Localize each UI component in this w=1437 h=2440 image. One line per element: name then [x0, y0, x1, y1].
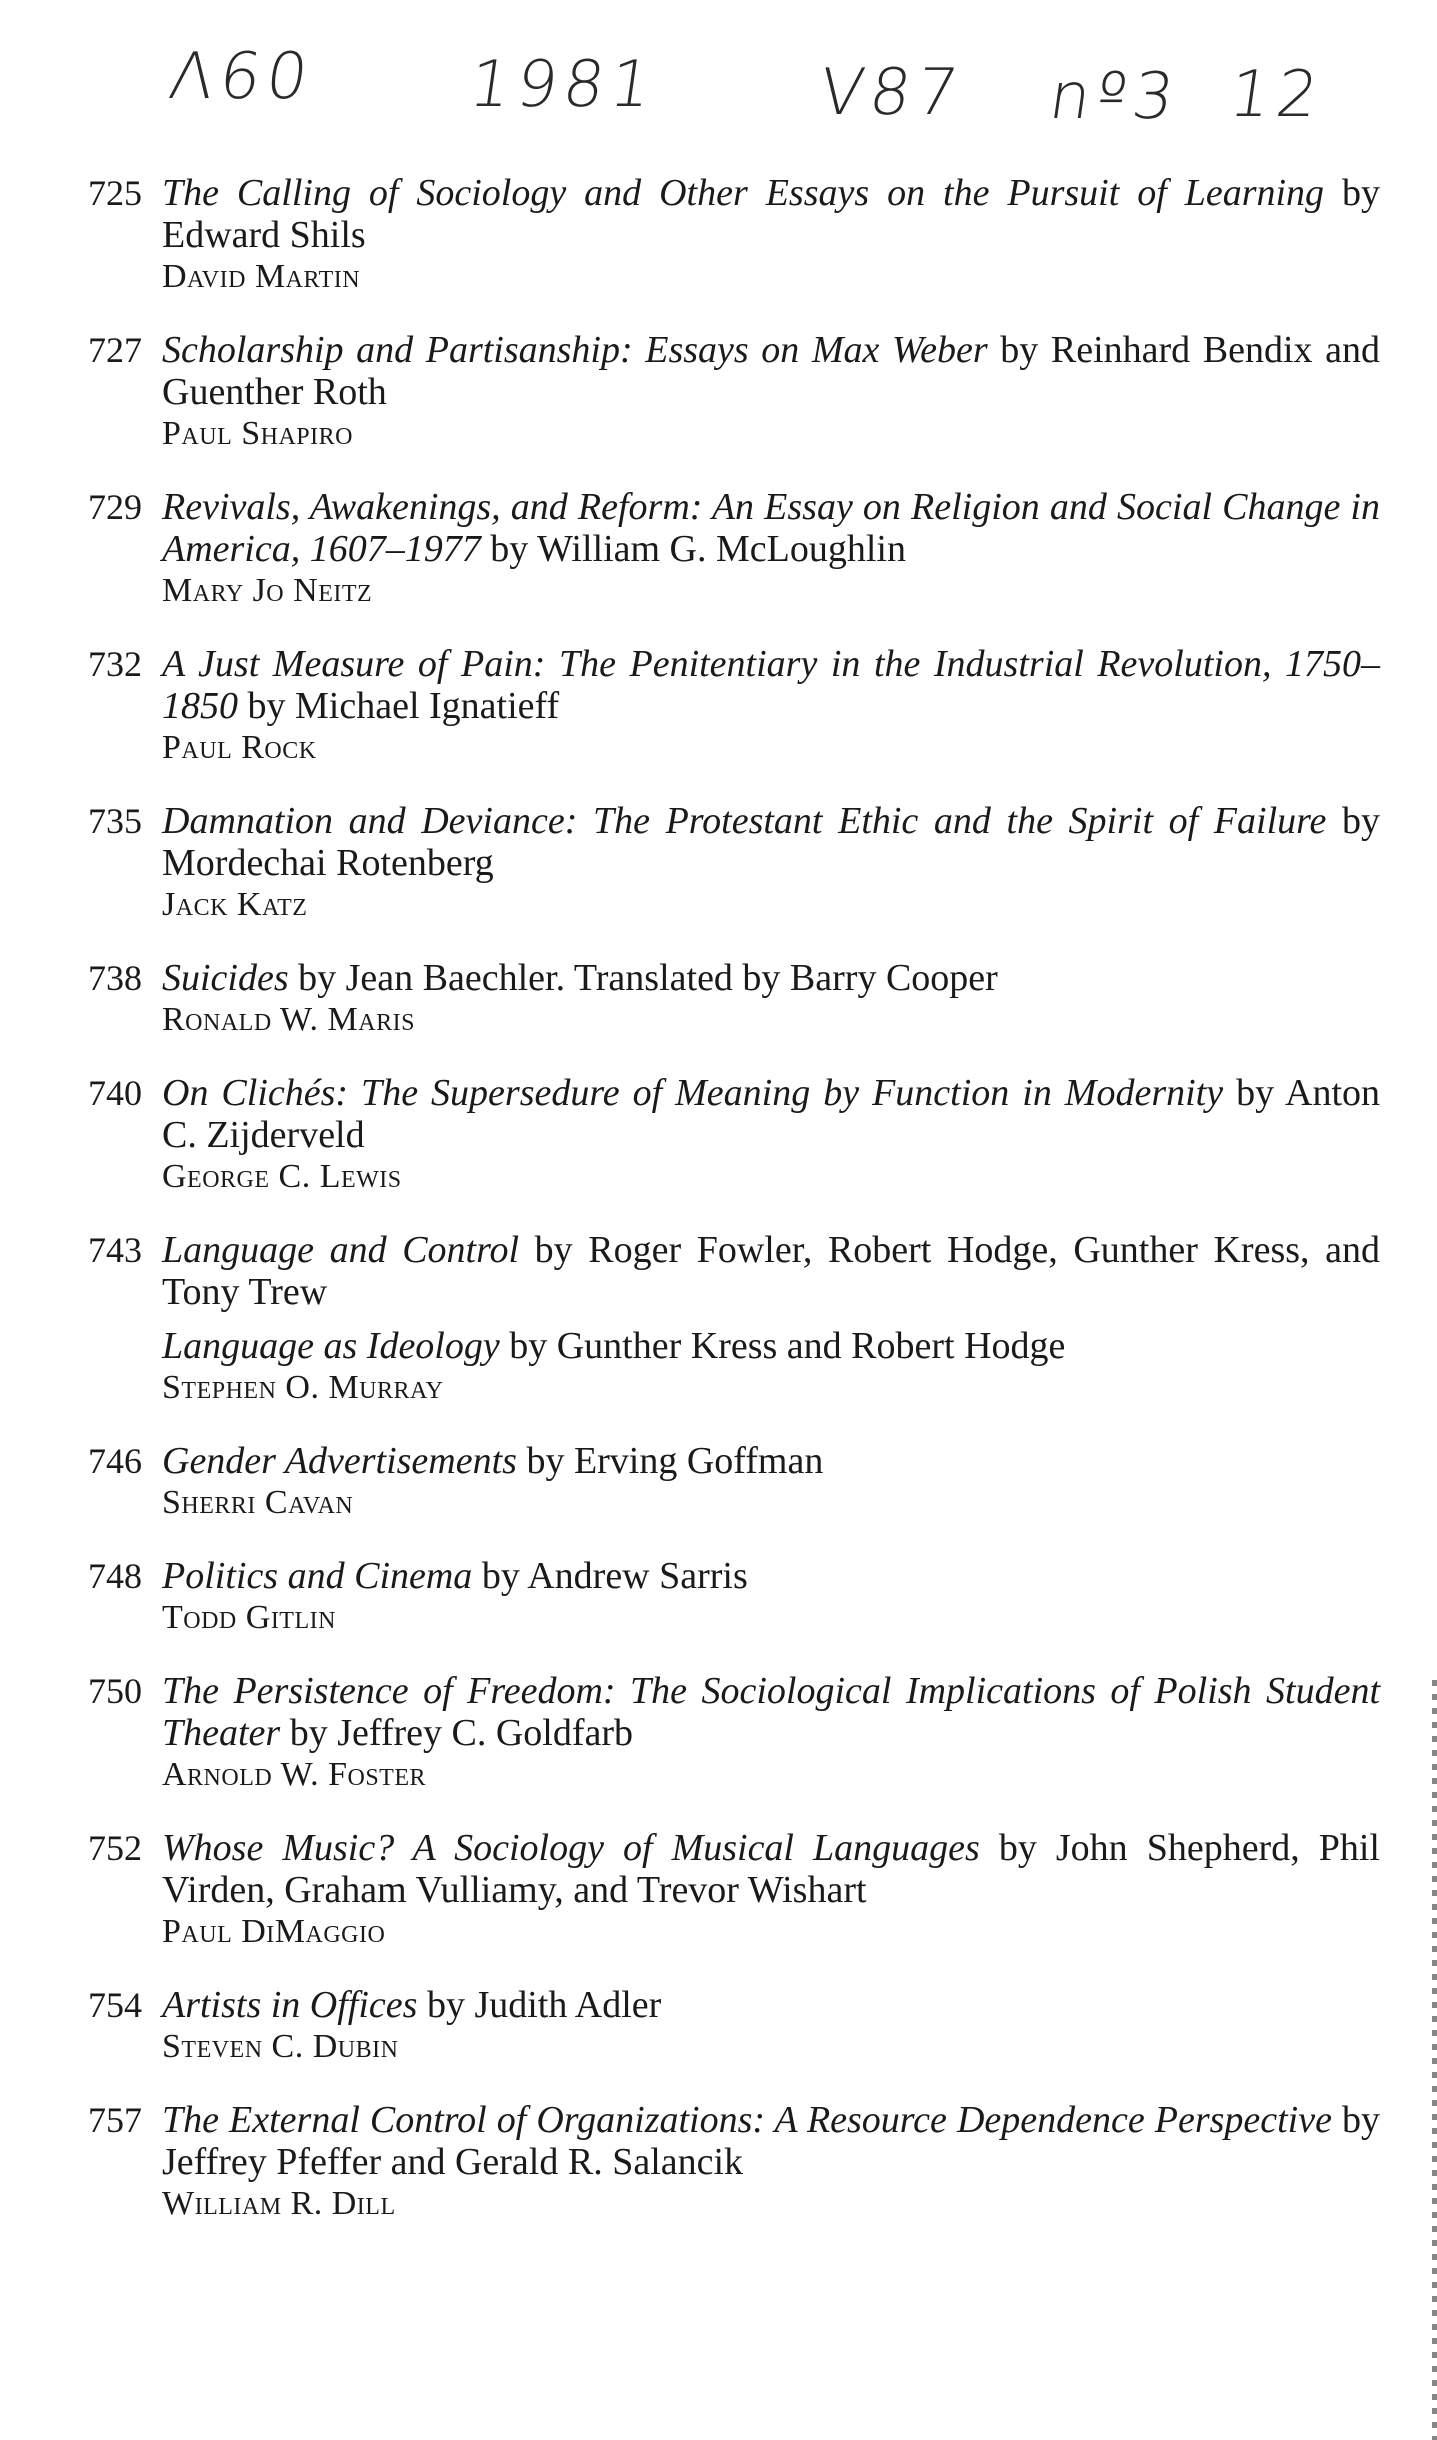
book-citation: [162, 1670, 1380, 1754]
review-entry: [60, 1229, 1380, 1409]
book-authors: by Mordechai Rotenberg: [162, 800, 1381, 884]
page-number: 752: [88, 1828, 142, 1868]
book-citation: [162, 800, 1380, 884]
book-citation: [162, 486, 1380, 570]
book-citation: [162, 1325, 1380, 1367]
book-title: Artists in Offices: [162, 1984, 418, 2026]
reviewer-name: Mary Jo Neitz: [162, 572, 373, 609]
reviewer-name: Steven C. Dubin: [162, 2028, 399, 2065]
reviewer-name: Paul Rock: [162, 729, 317, 766]
book-citation: [162, 1440, 1380, 1482]
book-citation: [162, 1072, 1380, 1156]
review-entry: [60, 1555, 1380, 1639]
entry-body: [162, 2099, 1380, 2225]
book-title: Scholarship and Partisanship: Essays on Max Weber: [162, 329, 988, 371]
handwritten-note-part: 1981: [464, 48, 663, 122]
review-entry: [60, 1984, 1380, 2068]
page-number: 754: [88, 1985, 142, 2025]
book-authors: by Judith Adler: [417, 1984, 662, 2026]
book-authors: by Jeffrey C. Goldfarb: [280, 1712, 634, 1754]
page-number: 748: [88, 1556, 142, 1596]
page-number: 732: [88, 644, 142, 684]
reviewer-name: Ronald W. Maris: [162, 1001, 415, 1038]
scan-edge-mark: [1432, 1680, 1437, 2440]
review-entry: [60, 329, 1380, 455]
book-authors: by Jeffrey Pfeffer and Gerald R. Salancik: [162, 2099, 1381, 2183]
page-number: 740: [88, 1073, 142, 1113]
page-number: 738: [88, 958, 142, 998]
handwritten-call-number: [164, 30, 1370, 140]
entry-body: [162, 800, 1380, 926]
review-contents-list: [60, 172, 1380, 2256]
handwritten-note-part: 12: [1224, 58, 1329, 132]
book-citation: [162, 1827, 1380, 1911]
page-number: 735: [88, 801, 142, 841]
book-citation: [162, 2099, 1380, 2183]
page-number: 727: [88, 330, 142, 370]
review-entry: [60, 800, 1380, 926]
page-number: 725: [88, 173, 142, 213]
review-entry: [60, 643, 1380, 769]
book-title: On Clichés: The Supersedure of Meaning by Function in Modernity: [162, 1072, 1224, 1114]
book-authors: by Michael Ignatieff: [238, 685, 560, 727]
book-citation: [162, 1555, 1380, 1597]
entry-body: [162, 1072, 1380, 1198]
book-title: The Calling of Sociology and Other Essays on the Pursuit of Learning: [162, 172, 1325, 214]
handwritten-note-part: nº3: [1044, 60, 1185, 134]
review-entry: [60, 957, 1380, 1041]
reviewer-name: George C. Lewis: [162, 1158, 402, 1195]
entry-body: [162, 172, 1380, 298]
book-authors: by Edward Shils: [162, 172, 1380, 256]
book-title: A Just Measure of Pain: The Penitentiary in the Industrial Revolution, 1750–1850: [162, 643, 1380, 727]
book-title: Damnation and Deviance: The Protestant Ethic and the Spirit of Failure: [162, 800, 1327, 842]
book-authors: by John Shepherd, Phil Virden, Graham Vulliamy, and Trevor Wishart: [162, 1827, 1380, 1911]
reviewer-name: Arnold W. Foster: [162, 1756, 426, 1793]
book-title: The Persistence of Freedom: The Sociological Implications of Polish Student Theater: [162, 1670, 1380, 1754]
page-number: 743: [88, 1230, 142, 1270]
book-citation: [162, 643, 1380, 727]
review-entry: [60, 2099, 1380, 2225]
review-entry: [60, 172, 1380, 298]
entry-body: [162, 1670, 1380, 1796]
review-entry: [60, 1670, 1380, 1796]
entry-body: [162, 643, 1380, 769]
review-entry: [60, 1440, 1380, 1524]
book-title: Whose Music? A Sociology of Musical Languages: [162, 1827, 980, 1869]
review-entry: [60, 1827, 1380, 1953]
review-entry: [60, 1072, 1380, 1198]
book-title: Gender Advertisements: [162, 1440, 517, 1482]
book-authors: by Roger Fowler, Robert Hodge, Gunther Kress, and Tony Trew: [162, 1229, 1380, 1313]
entry-body: [162, 329, 1380, 455]
book-citation: [162, 329, 1380, 413]
reviewer-name: Paul DiMaggio: [162, 1913, 386, 1950]
reviewer-name: Paul Shapiro: [162, 415, 353, 452]
entry-body: [162, 486, 1380, 612]
book-authors: by Anton C. Zijderveld: [162, 1072, 1380, 1156]
book-citation: [162, 1984, 1380, 2026]
handwritten-note-part: V87: [814, 56, 969, 130]
review-entry: [60, 486, 1380, 612]
page-number: 757: [88, 2100, 142, 2140]
entry-body: [162, 957, 1380, 1041]
page-number: 750: [88, 1671, 142, 1711]
book-title: Language as Ideology: [162, 1325, 500, 1367]
reviewer-name: David Martin: [162, 258, 361, 295]
entry-body: [162, 1984, 1380, 2068]
reviewer-name: Stephen O. Murray: [162, 1369, 444, 1406]
book-authors: by Andrew Sarris: [472, 1555, 748, 1597]
book-authors: by Reinhard Bendix and Guenther Roth: [162, 329, 1380, 413]
book-authors: by Jean Baechler. Translated by Barry Cooper: [288, 957, 998, 999]
book-title: Revivals, Awakenings, and Reform: An Essay on Religion and Social Change in America, 1607–1977: [162, 486, 1380, 570]
handwritten-note-part: Λ60: [164, 40, 319, 114]
book-title: The External Control of Organizations: A Resource Dependence Perspective: [162, 2099, 1332, 2141]
reviewer-name: Jack Katz: [162, 886, 308, 923]
book-citation: [162, 172, 1380, 256]
book-authors: by Erving Goffman: [516, 1440, 824, 1482]
reviewer-name: Sherri Cavan: [162, 1484, 354, 1521]
entry-body: [162, 1827, 1380, 1953]
page-number: 746: [88, 1441, 142, 1481]
book-authors: by Gunther Kress and Robert Hodge: [499, 1325, 1066, 1367]
entry-body: [162, 1555, 1380, 1639]
book-citation: [162, 1229, 1380, 1313]
book-title: Suicides: [162, 957, 289, 999]
book-title: Language and Control: [162, 1229, 520, 1271]
page-number: 729: [88, 487, 142, 527]
book-title: Politics and Cinema: [162, 1555, 473, 1597]
entry-body: [162, 1440, 1380, 1524]
entry-body: [162, 1229, 1380, 1409]
reviewer-name: William R. Dill: [162, 2185, 396, 2222]
book-authors: by William G. McLoughlin: [480, 528, 906, 570]
reviewer-name: Todd Gitlin: [162, 1599, 336, 1636]
book-citation: [162, 957, 1380, 999]
